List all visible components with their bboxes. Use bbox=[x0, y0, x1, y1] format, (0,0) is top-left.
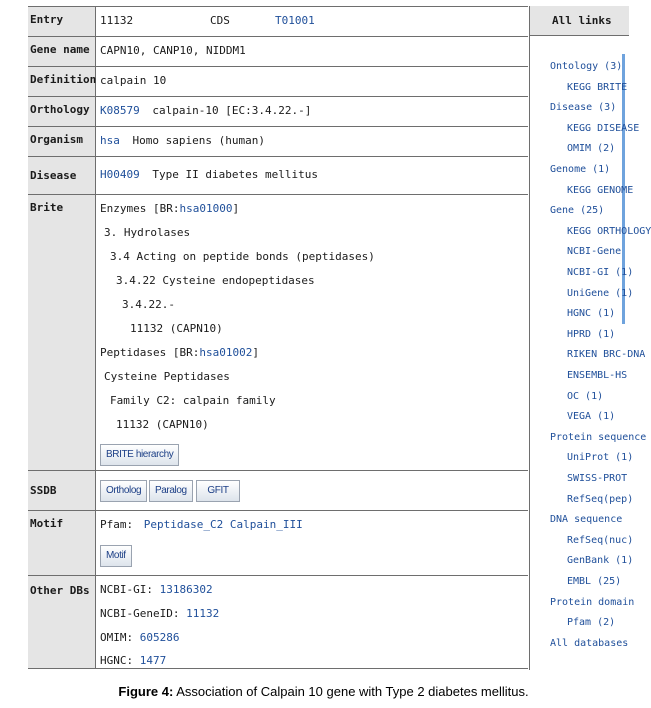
figure-caption bbox=[0, 684, 647, 699]
gene-name-value: CAPN10, CANP10, NIDDM1 bbox=[100, 44, 246, 57]
sidebar-sub-link[interactable]: RefSeq(pep) bbox=[567, 494, 634, 505]
disease-row bbox=[28, 156, 528, 194]
db-link[interactable]: 11132 bbox=[186, 607, 220, 620]
db-key: OMIM: bbox=[100, 631, 134, 644]
organism-code-link[interactable]: hsa bbox=[100, 134, 120, 147]
figure-caption-label: Figure 4: bbox=[118, 684, 174, 699]
sidebar-sub-link[interactable]: OMIM (2) bbox=[567, 143, 616, 154]
motif-pfam-links[interactable]: Peptidase_C2 Calpain_III bbox=[143, 518, 303, 531]
other-dbs-value bbox=[97, 576, 528, 668]
disease-value bbox=[97, 157, 528, 194]
orthology-row bbox=[28, 96, 528, 126]
brite-value bbox=[97, 195, 528, 470]
brite-enzymes-link[interactable]: hsa01000 bbox=[179, 202, 233, 215]
entry-type: CDS bbox=[210, 14, 230, 27]
brite-peptidases-suffix: ] bbox=[252, 346, 259, 359]
orthology-label: Orthology bbox=[28, 97, 96, 126]
sidebar-sub-link[interactable]: NCBI-GI (1) bbox=[567, 267, 634, 278]
brite-label: Brite bbox=[28, 195, 96, 470]
sidebar-sub-link[interactable]: Pfam (2) bbox=[567, 617, 616, 628]
ortholog-button[interactable]: Ortholog bbox=[100, 480, 147, 502]
sidebar-sub-link[interactable]: OC (1) bbox=[567, 391, 604, 402]
sidebar-sub-link[interactable]: VEGA (1) bbox=[567, 411, 616, 422]
entry-label: Entry bbox=[28, 7, 96, 36]
brite-family-gene: 11132 (CAPN10) bbox=[116, 418, 209, 431]
brite-cysteine-endopeptidases: 3.4.22 Cysteine endopeptidases bbox=[116, 274, 315, 287]
sidebar-category-link[interactable]: All databases bbox=[550, 638, 629, 649]
disease-name: Type II diabetes mellitus bbox=[152, 168, 318, 181]
sidebar-category-link[interactable]: Protein sequence bbox=[550, 432, 647, 443]
figure-caption-text: Association of Calpain 10 gene with Type 2 diabetes mellitus. bbox=[173, 684, 529, 699]
sidebar-sub-link[interactable]: EMBL (25) bbox=[567, 576, 622, 587]
sidebar-sub-link[interactable]: RefSeq(nuc) bbox=[567, 535, 634, 546]
ssdb-row bbox=[28, 470, 528, 510]
all-links-sidebar bbox=[529, 6, 651, 670]
db-key: HGNC: bbox=[100, 654, 134, 667]
sidebar-sub-link[interactable]: KEGG GENOME bbox=[567, 185, 634, 196]
gene-name-row bbox=[28, 36, 528, 66]
brite-peptide-bonds: 3.4 Acting on peptide bonds (peptidases) bbox=[110, 250, 375, 263]
db-key: NCBI-GI: bbox=[100, 583, 153, 596]
ssdb-label: SSDB bbox=[28, 471, 96, 510]
motif-row bbox=[28, 510, 528, 575]
all-links-title: All links bbox=[530, 6, 629, 36]
entry-organism-link[interactable]: T01001 bbox=[275, 14, 315, 27]
organism-label: Organism bbox=[28, 127, 96, 156]
brite-enzymes-prefix: Enzymes [BR: bbox=[100, 202, 180, 215]
sidebar-sub-link[interactable]: GenBank (1) bbox=[567, 555, 634, 566]
brite-hierarchy-button[interactable]: BRITE hierarchy bbox=[100, 444, 179, 466]
motif-pfam-prefix: Pfam: bbox=[100, 518, 134, 531]
kegg-gene-screenshot bbox=[28, 6, 651, 670]
brite-family-c2: Family C2: calpain family bbox=[110, 394, 276, 407]
db-entry bbox=[100, 583, 213, 597]
sidebar-sub-link[interactable]: RIKEN BRC-DNA bbox=[567, 349, 646, 360]
sidebar-sub-link[interactable]: UniProt (1) bbox=[567, 452, 634, 463]
ssdb-value bbox=[97, 471, 528, 510]
entry-value bbox=[97, 7, 528, 36]
sidebar-category-link[interactable]: Gene (25) bbox=[550, 205, 605, 216]
brite-ec-number: 3.4.22.- bbox=[122, 298, 175, 311]
brite-peptidases-line bbox=[100, 346, 259, 360]
db-entry bbox=[100, 631, 180, 645]
brite-cysteine-peptidases: Cysteine Peptidases bbox=[104, 370, 230, 383]
sidebar-sub-link[interactable]: KEGG DISEASE bbox=[567, 123, 640, 134]
sidebar-sub-link[interactable]: NCBI-Gene bbox=[567, 246, 622, 257]
sidebar-category-link[interactable]: Disease (3) bbox=[550, 102, 617, 113]
brite-peptidases-link[interactable]: hsa01002 bbox=[199, 346, 253, 359]
entry-id: 11132 bbox=[100, 14, 134, 27]
orthology-value bbox=[97, 97, 528, 126]
sidebar-sub-link[interactable]: KEGG ORTHOLOGY bbox=[567, 226, 651, 237]
sidebar-category-link[interactable]: Protein domain bbox=[550, 597, 635, 608]
brite-row bbox=[28, 194, 528, 470]
gfit-button[interactable]: GFIT bbox=[196, 480, 240, 502]
db-entry bbox=[100, 654, 166, 668]
gene-name-label: Gene name bbox=[28, 37, 96, 66]
sidebar-sub-link[interactable]: HGNC (1) bbox=[567, 308, 616, 319]
brite-enzymes-suffix: ] bbox=[232, 202, 240, 215]
definition-label: Definition bbox=[28, 67, 96, 96]
definition-row bbox=[28, 66, 528, 96]
sidebar-sub-link[interactable]: KEGG BRITE bbox=[567, 82, 628, 93]
other-dbs-row bbox=[28, 575, 528, 669]
sidebar-sub-link[interactable]: HPRD (1) bbox=[567, 329, 616, 340]
db-link[interactable]: 13186302 bbox=[159, 583, 213, 596]
motif-pfam-line bbox=[100, 518, 303, 532]
orthology-text: calpain-10 [EC:3.4.22.-] bbox=[152, 104, 312, 117]
organism-row bbox=[28, 126, 528, 156]
orthology-ko-link[interactable]: K08579 bbox=[100, 104, 140, 117]
entry-row bbox=[28, 6, 528, 36]
motif-label: Motif bbox=[28, 511, 96, 575]
sidebar-category-link[interactable]: DNA sequence bbox=[550, 514, 623, 525]
sidebar-category-link[interactable]: Ontology (3) bbox=[550, 61, 623, 72]
db-key: NCBI-GeneID: bbox=[100, 607, 180, 620]
sidebar-category-link[interactable]: Genome (1) bbox=[550, 164, 611, 175]
organism-name: Homo sapiens (human) bbox=[132, 134, 265, 147]
other-dbs-label: Other DBs bbox=[28, 576, 96, 668]
sidebar-sub-link[interactable]: ENSEMBL-HS bbox=[567, 370, 628, 381]
gene-entry-table bbox=[28, 6, 528, 670]
db-entry bbox=[100, 607, 219, 621]
disease-label: Disease bbox=[28, 157, 96, 194]
motif-value bbox=[97, 511, 528, 575]
brite-gene-entry: 11132 (CAPN10) bbox=[130, 322, 223, 335]
organism-value bbox=[97, 127, 528, 156]
db-link[interactable]: 605286 bbox=[139, 631, 180, 644]
sidebar-sub-link[interactable]: SWISS-PROT bbox=[567, 473, 628, 484]
paralog-button[interactable]: Paralog bbox=[149, 480, 193, 502]
definition-value: calpain 10 bbox=[100, 74, 167, 87]
db-link[interactable]: 1477 bbox=[139, 654, 167, 667]
brite-peptidases-prefix: Peptidases [BR: bbox=[100, 346, 200, 359]
motif-button[interactable]: Motif bbox=[100, 545, 132, 567]
sidebar-sub-link[interactable]: UniGene (1) bbox=[567, 288, 634, 299]
brite-hydrolases: 3. Hydrolases bbox=[104, 226, 191, 239]
disease-id-link[interactable]: H00409 bbox=[100, 168, 140, 181]
brite-enzymes-line bbox=[100, 202, 239, 216]
